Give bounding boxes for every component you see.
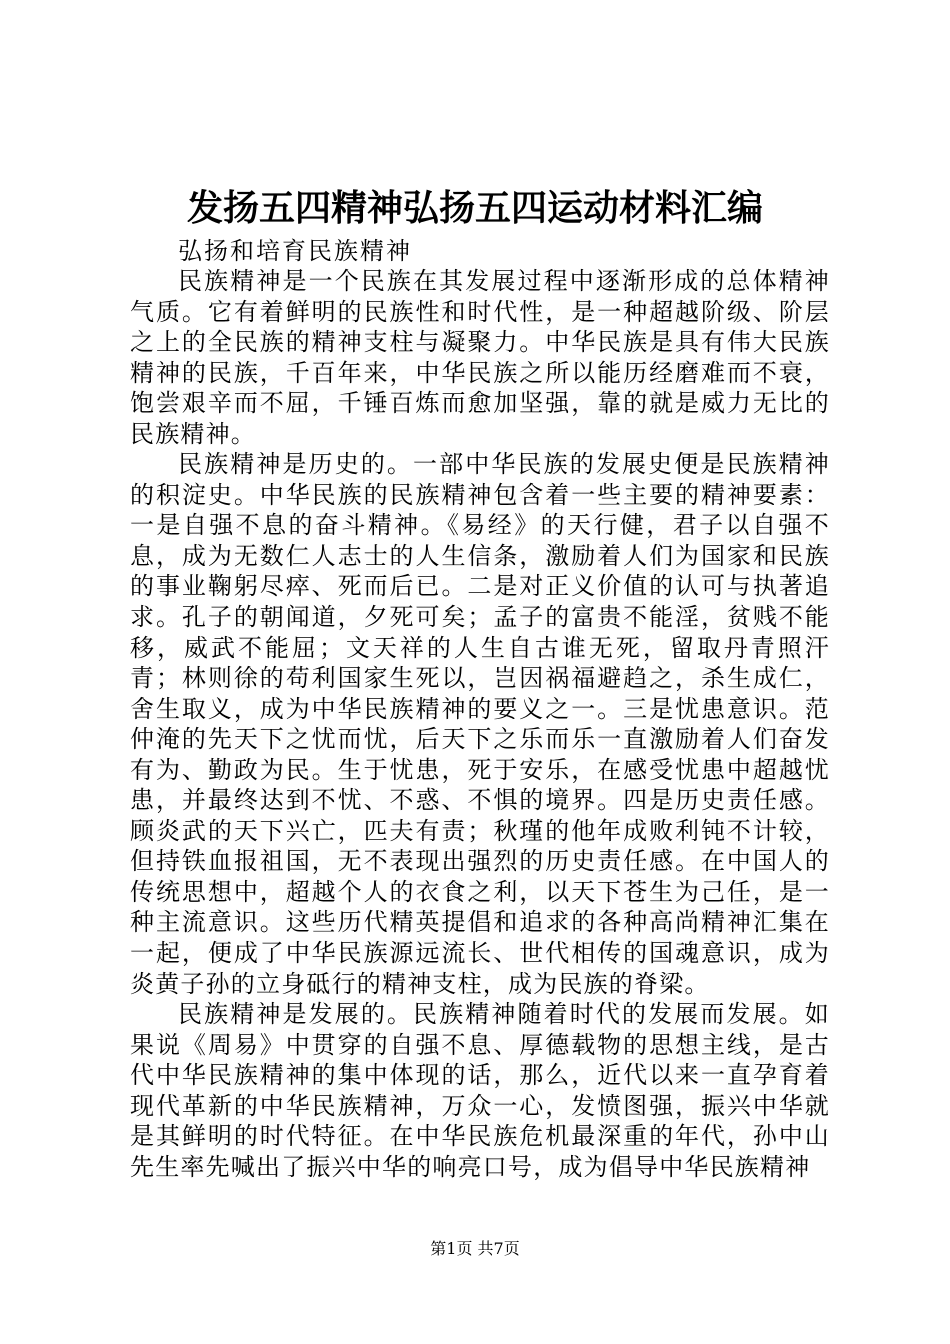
paragraph: 民族精神是一个民族在其发展过程中逐渐形成的总体精神气质。它有着鲜明的民族性和时代性，是一种超越阶级、阶层之上的全民族的精神支柱与凝聚力。中华民族是具有伟大民族精神的民族，千百年来，中华民族之所以能历经磨难而不衰，饱尝艰辛而不屈，千锤百炼而愈加坚强，靠的就是威力无比的民族精神。 bbox=[130, 267, 830, 448]
paragraph: 民族精神是发展的。民族精神随着时代的发展而发展。如果说《周易》中贯穿的自强不息、厚德载物的思想主线，是古代中华民族精神的集中体现的话，那么，近代以来一直孕育着现代革新的中华民族精神，万众一心，发愤图强，振兴中华就是其鲜明的时代特征。在中华民族危机最深重的年代，孙中山先生率先喊出了振兴中华的响亮口号，成为倡导中华民族精神 bbox=[130, 1000, 830, 1181]
page-number-footer: 第1页 共7页 bbox=[430, 1239, 520, 1258]
paragraph: 民族精神是历史的。一部中华民族的发展史便是民族精神的积淀史。中华民族的民族精神包含着一些主要的精神要素：一是自强不息的奋斗精神。《易经》的天行健，君子以自强不息，成为无数仁人志士的人生信条，激励着人们为国家和民族的事业鞠躬尽瘁、死而后已。二是对正义价值的认可与执著追求。孔子的朝闻道，夕死可矣；孟子的富贵不能淫，贫贱不能移，威武不能屈；文天祥的人生自古谁无死，留取丹青照汗青；林则徐的苟利国家生死以，岂因祸福避趋之，杀生成仁，舍生取义，成为中华民族精神的要义之一。三是忧患意识。范仲淹的先天下之忧而忧，后天下之乐而乐一直激励着人们奋发有为、勤政为民。生于忧患，死于安乐，在感受忧患中超越忧患，并最终达到不忧、不惑、不惧的境界。四是历史责任感。顾炎武的天下兴亡，匹夫有责；秋瑾的他年成败利钝不计较，但持铁血报祖国，无不表现出强烈的历史责任感。在中国人的传统思想中，超越个人的衣食之利，以天下苍生为己任，是一种主流意识。这些历代精英提倡和追求的各种高尚精神汇集在一起，便成了中华民族源远流长、世代相传的国魂意识，成为炎黄子孙的立身砥行的精神支柱，成为民族的脊梁。 bbox=[130, 450, 830, 998]
document-title: 发扬五四精神弘扬五四运动材料汇编 bbox=[186, 187, 763, 229]
document-body bbox=[130, 266, 830, 1182]
document-subtitle: 弘扬和培育民族精神 bbox=[178, 237, 412, 265]
